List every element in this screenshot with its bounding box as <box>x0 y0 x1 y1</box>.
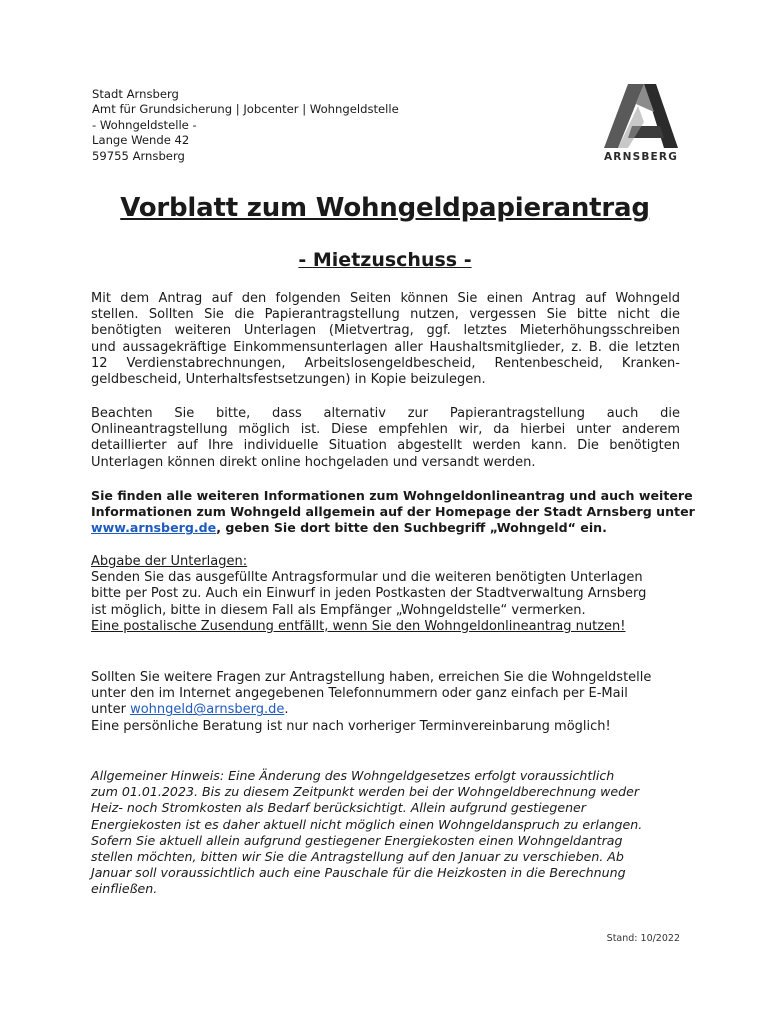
text-fragment: unter <box>91 702 131 718</box>
email-link[interactable]: wohngeld@arnsberg.de <box>130 702 285 718</box>
text-fragment: . <box>284 702 289 718</box>
text-line: geldbescheid, Unterhaltsfestsetzungen) in Kopie beizulegen. <box>91 372 486 388</box>
general-notice <box>91 768 680 898</box>
sender-line: 59755 Arnsberg <box>92 148 185 163</box>
status-date: Stand: 10/2022 <box>606 933 680 944</box>
text-line: Onlineantragstellung möglich ist. Diese empfehlen wir, da hierbei unter anderem <box>91 422 680 438</box>
text-line: Januar soll voraussichtlich auch eine Pauschale für die Heizkosten in die Berechnung <box>91 865 626 881</box>
text-line: stellen möchten, bitten wir Sie die Antragstellung auf den Januar zu verschieben. Ab <box>91 849 624 865</box>
text-line: Mit dem Antrag auf den folgenden Seiten können Sie einen Antrag auf Wohngeld <box>91 291 680 306</box>
text-line <box>91 702 680 718</box>
text-line: Beachten Sie bitte, dass alternativ zur Papierantragstellung auch die <box>91 406 680 421</box>
questions-paragraph <box>91 670 680 735</box>
logo-text: ARNSBERG <box>603 151 679 163</box>
sender-line: Stadt Arnsberg <box>92 87 179 101</box>
text-line: Heiz- noch Stromkosten als Bedarf berücksichtigt. Allein aufgrund gestiegener <box>91 800 586 816</box>
page-title: Vorblatt zum Wohngeldpapierantrag <box>120 193 650 223</box>
text-line: ist möglich, bitte in diesem Fall als Empfänger „Wohngeldstelle“ vermerken. <box>91 602 586 618</box>
section-heading: Abgabe der Unterlagen: <box>91 554 248 569</box>
text-line: Eine persönliche Beratung ist nur nach vorheriger Terminvereinbarung möglich! <box>91 718 611 734</box>
arnsberg-logo-icon <box>598 82 684 150</box>
text-line: stellen. Sollten Sie die Papierantragstellung nutzen, vergessen Sie bitte nicht die <box>91 307 680 323</box>
text-line: Senden Sie das ausgefüllte Antragsformular und die weiteren benötigten Unterlagen <box>91 570 643 586</box>
text-line: Unterlagen können direkt online hochgeladen und versandt werden. <box>91 454 536 470</box>
text-line: Sofern Sie aktuell allein aufgrund gestiegener Energiekosten einen Wohngeldantrag <box>91 832 623 848</box>
text-line: einfließen. <box>91 881 158 897</box>
intro-paragraph <box>91 291 680 388</box>
homepage-link[interactable]: www.arnsberg.de <box>91 520 217 536</box>
sender-address <box>92 87 399 164</box>
sender-line: Amt für Grundsicherung | Jobcenter | Wohngeldstelle <box>92 102 399 117</box>
text-line: 12 Verdienstabrechnungen, Arbeitslosengeldbescheid, Rentenbescheid, Kranken- <box>91 355 680 371</box>
text-line: bitte per Post zu. Auch ein Einwurf in jeden Postkasten der Stadtverwaltung Arnsberg <box>91 586 647 602</box>
text-line: Informationen zum Wohngeld allgemein auf der Homepage der Stadt Arnsberg unter <box>91 504 695 520</box>
page-subtitle: - Mietzuschuss - <box>298 249 472 271</box>
text-line: zum 01.01.2023. Bis zu diesem Zeitpunkt werden bei der Wohngeldberechnung weder <box>91 784 640 800</box>
text-line: benötigten weiteren Unterlagen (Mietvertrag, ggf. letztes Mieterhöhungsschreiben <box>91 323 680 339</box>
submission-section <box>91 554 680 635</box>
info-paragraph <box>91 488 695 537</box>
text-line: detaillierter auf Ihre individuelle Situation abgestellt werden kann. Die benötigten <box>91 438 680 454</box>
text-line: Eine postalische Zusendung entfällt, wenn Sie den Wohngeldonlineantrag nutzen! <box>91 618 626 634</box>
text-fragment: , geben Sie dort bitte den Suchbegriff „Wohngeld“ ein. <box>216 520 607 536</box>
arnsberg-logo <box>598 82 684 166</box>
text-line: Energiekosten ist es daher aktuell nicht möglich einen Wohngeldanspruch zu erlangen. <box>91 816 643 832</box>
text-line: unter den im Internet angegebenen Telefonnummern oder ganz einfach per E-Mail <box>91 686 628 702</box>
text-line: Sie finden alle weiteren Informationen zum Wohngeldonlineantrag und auch weitere <box>91 488 693 503</box>
text-line: Sollten Sie weitere Fragen zur Antragstellung haben, erreichen Sie die Wohngeldstelle <box>91 670 652 685</box>
text-line <box>91 520 680 536</box>
sender-line: - Wohngeldstelle - <box>92 117 197 132</box>
online-paragraph <box>91 406 680 471</box>
text-line: Allgemeiner Hinweis: Eine Änderung des Wohngeldgesetzes erfolgt voraussichtlich <box>91 768 615 783</box>
text-line: und aussagekräftige Einkommensunterlagen aller Haushaltsmitglieder, z. B. die letzten <box>91 339 680 355</box>
sender-line: Lange Wende 42 <box>92 133 190 148</box>
